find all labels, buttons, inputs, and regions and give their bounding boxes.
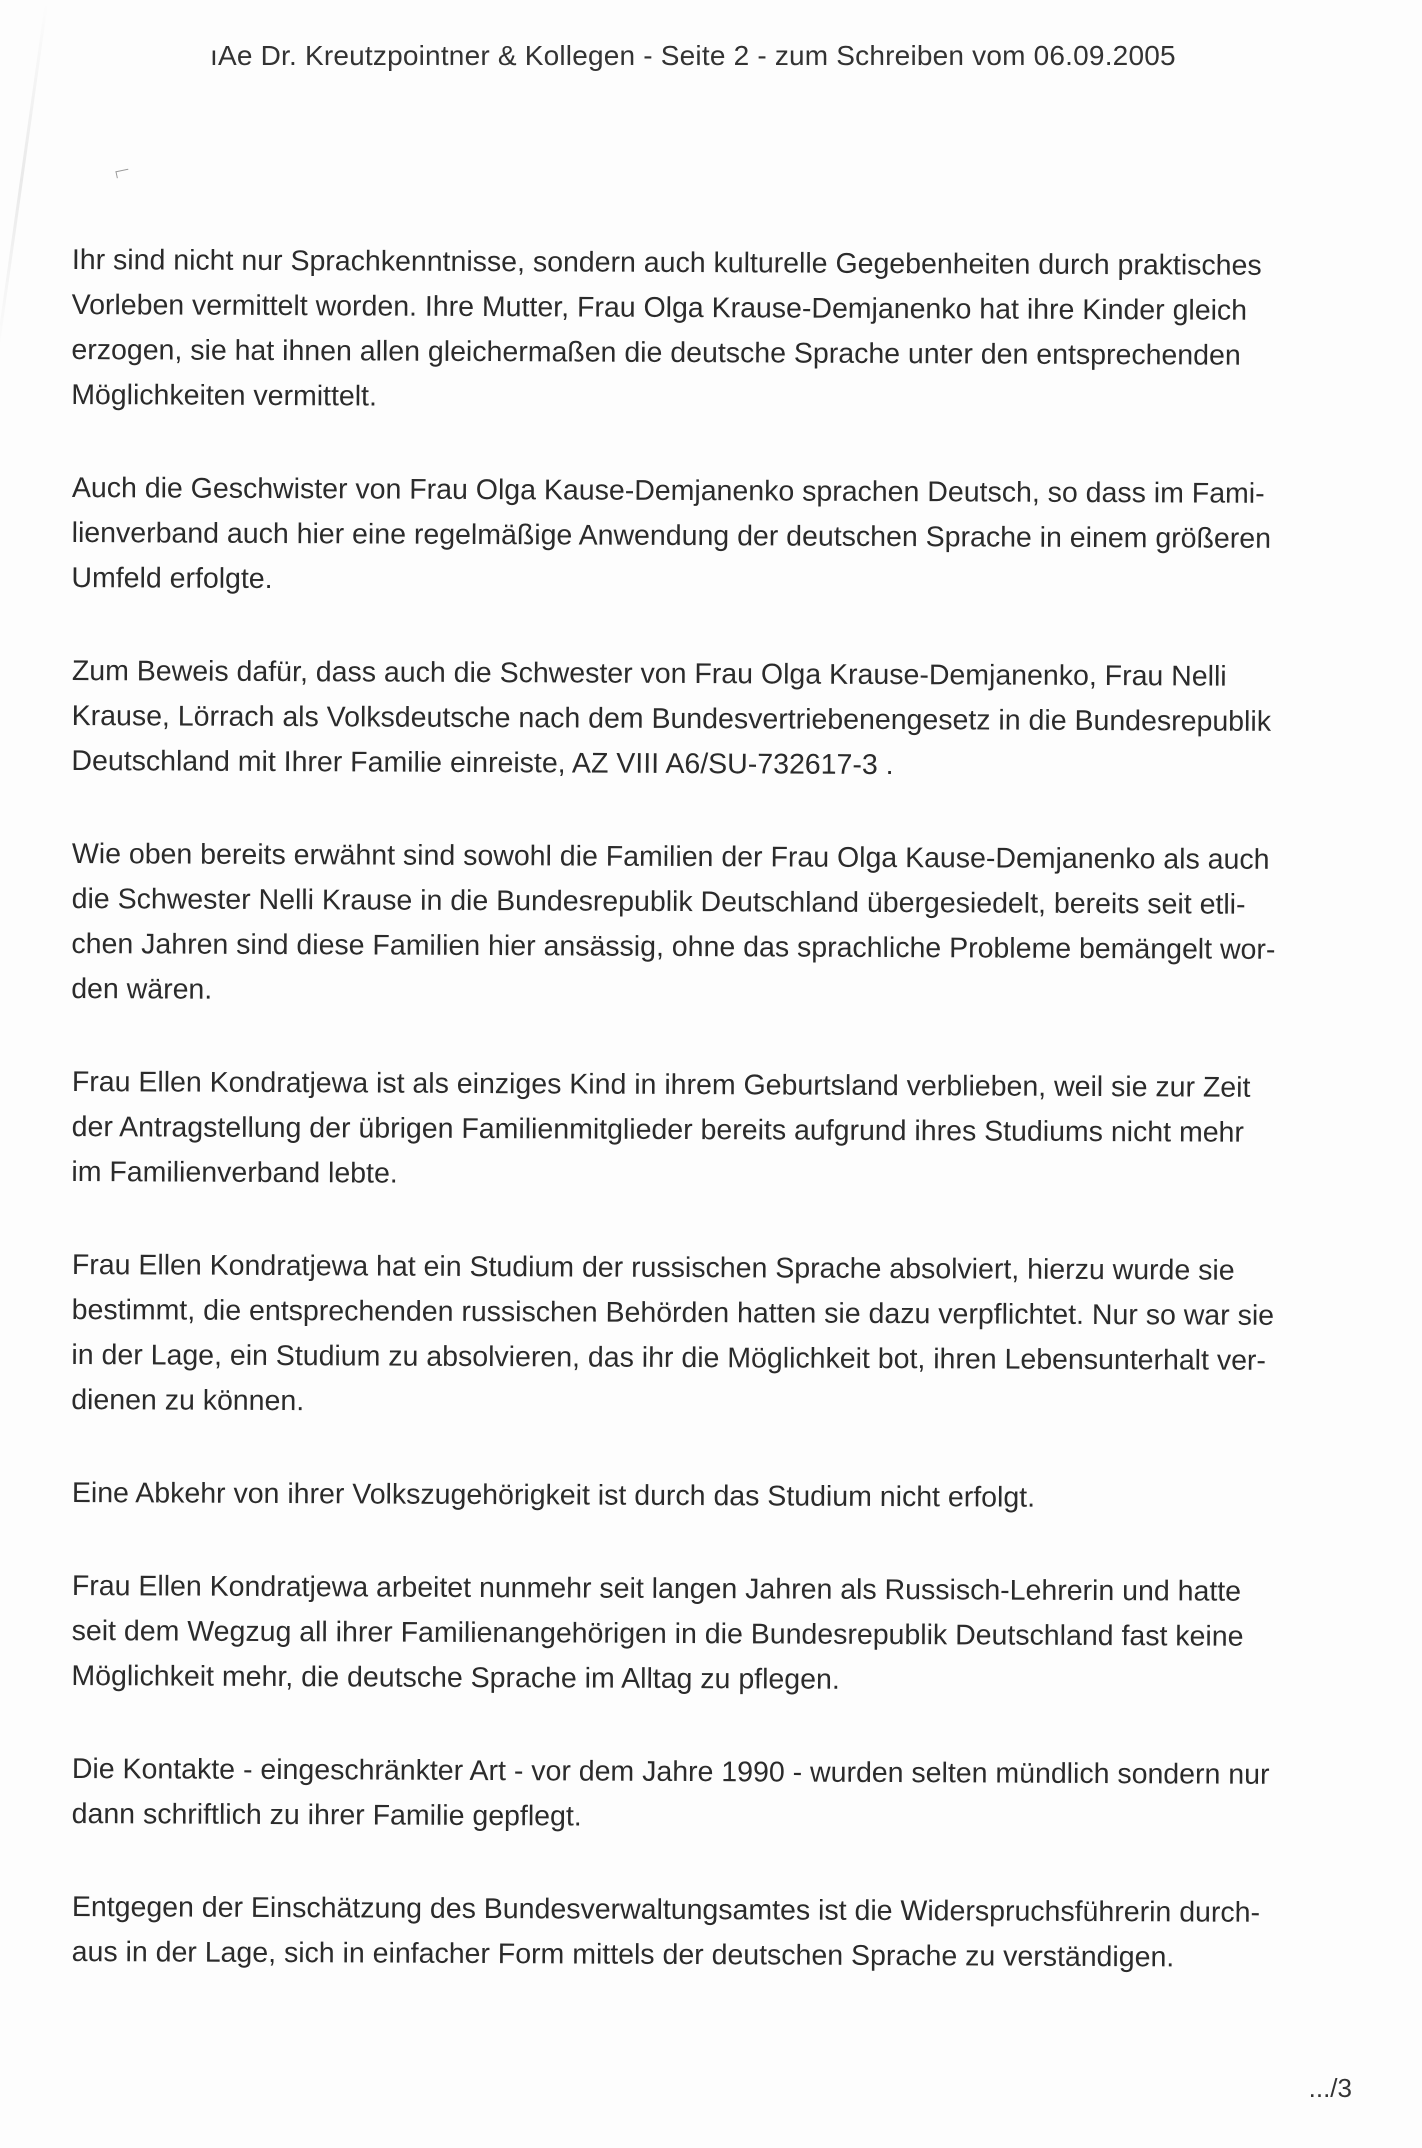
paragraph: Die Kontakte - eingeschränkter Art - vor dem Jahre 1990 - wurden selten mündlich sondern nur dann schriftlich zu ihrer Familie gepflegt. [71, 1752, 1270, 1833]
paragraph: Frau Ellen Kondratjewa arbeitet nunmehr seit langen Jahren als Russisch-Lehrerin und hatte seit dem Wegzug all ihrer Familienangehörigen in die Bundesrepublik Deutschland fast keine Möglichkeit mehr, die deutsche Sprache im Alltag zu pflegen. [71, 1569, 1244, 1696]
scan-speck [115, 169, 129, 179]
paragraph: Zum Beweis dafür, dass auch die Schwester von Frau Olga Krause-Demjanenko, Frau Nelli Krause, Lörrach als Volksdeutsche nach dem Bundesvertriebenengesetz in die Bundesrepublik Deutschland mit Ihrer Familie einreiste, AZ VIII A6/SU-732617-3 . [71, 654, 1272, 782]
scan-artifact [0, 2, 48, 359]
page-header: ıAe Dr. Kreutzpointner & Kollegen - Seite 2 - zum Schreiben vom 06.09.2005 [210, 40, 1176, 71]
paragraph: Frau Ellen Kondratjewa hat ein Studium der russischen Sprache absolviert, hierzu wurde sie bestimmt, die entsprechenden russischen Behörden hatten sie dazu verpflichtet. Nur so war sie in der Lage, ein Studium zu absolvieren, das ihr die Möglichkeit bot, ihren Lebensunterhalt ver- dienen zu können. [71, 1249, 1275, 1418]
paragraph: Wie oben bereits erwähnt sind sowohl die Familien der Frau Olga Kause-Demjanenko als auch die Schwester Nelli Krause in die Bundesrepublik Deutschland übergesiedelt, bereits seit etli- chen Jahren sind diese Familien hier ansässig, ohne das sprachliche Probleme bemängelt wor- den wären. [71, 837, 1276, 1006]
paragraph: Auch die Geschwister von Frau Olga Kause-Demjanenko sprachen Deutsch, so dass im Fami- lienverband auch hier eine regelmäßige Anwendung der deutschen Sprache in einem größeren Umfeld erfolgte. [71, 471, 1272, 595]
letter-body [72, 238, 1372, 2023]
page-continuation: .../3 [1308, 2073, 1352, 2103]
paragraph: Eine Abkehr von ihrer Volkszugehörigkeit ist durch das Studium nicht erfolgt. [71, 1476, 1036, 1514]
paragraph: Frau Ellen Kondratjewa ist als einziges Kind in ihrem Geburtsland verblieben, weil sie zur Zeit der Antragstellung der übrigen Familienmitglieder bereits aufgrund ihres Studiums nicht mehr im Familienverband lebte. [71, 1066, 1251, 1190]
paragraph: Entgegen der Einschätzung des Bundesverwaltungsamtes ist die Widerspruchsführerin durch- aus in der Lage, sich in einfacher Form mittels der deutschen Sprache zu verständigen. [71, 1890, 1261, 1974]
paragraph: Ihr sind nicht nur Sprachkenntnisse, sondern auch kulturelle Gegebenheiten durch praktisches Vorleben vermittelt worden. Ihre Mutter, Frau Olga Krause-Demjanenko hat ihre Kinder gleich erzogen, sie hat ihnen allen gleichermaßen die deutsche Sprache unter den entsprechenden Möglichkeiten vermittelt. [71, 243, 1262, 413]
